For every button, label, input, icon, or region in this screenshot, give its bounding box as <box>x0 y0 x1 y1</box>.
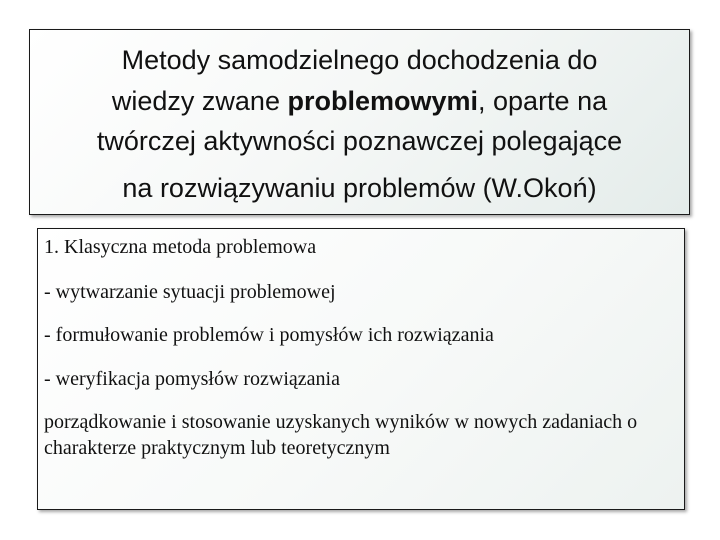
title-line-2 <box>30 85 689 117</box>
title-emphasis: problemowymi <box>287 86 479 116</box>
list-item: - formułowanie problemów i pomysłów ich rozwiązania <box>44 324 494 346</box>
list-item: - wytwarzanie sytuacji problemowej <box>44 281 336 303</box>
title-line-3: twórczej aktywności poznawczej polegające <box>96 126 623 156</box>
list-item: - weryfikacja pomysłów rozwiązania <box>44 368 340 390</box>
list-item-heading: 1. Klasyczna metoda problemowa <box>44 236 317 258</box>
list-item-paragraph: porządkowanie i stosowanie uzyskanych wyników w nowych zadaniach o charakterze praktycznym lub teoretycznym <box>44 411 638 459</box>
title-line-1: Metody samodzielnego dochodzenia do <box>121 45 598 75</box>
title-line-2-end: , oparte na <box>478 86 608 116</box>
title-line-4: na rozwiązywaniu problemów (W.Okoń) <box>122 173 597 203</box>
content-box <box>37 228 685 510</box>
title-box <box>29 29 690 215</box>
title-line-2-start: wiedzy zwane <box>111 86 288 116</box>
